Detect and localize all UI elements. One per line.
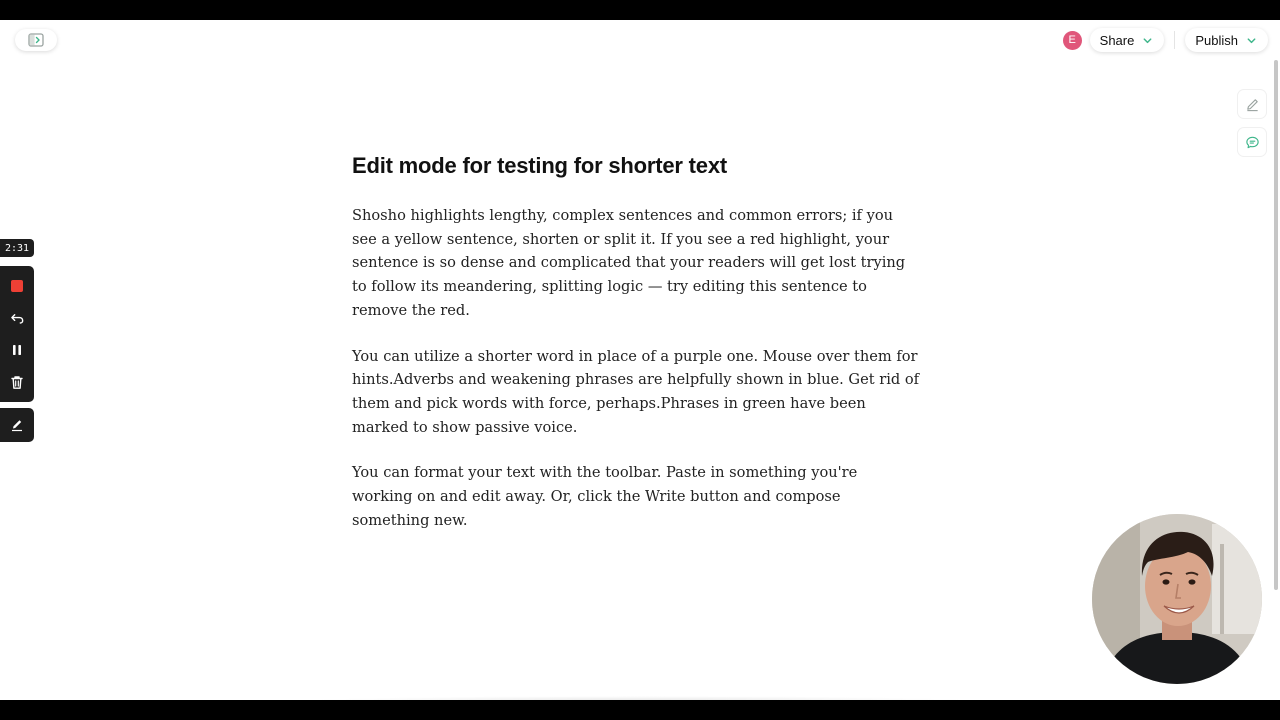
document-title[interactable]: Edit mode for testing for shorter text — [352, 153, 727, 178]
recorder-controls — [0, 266, 34, 402]
publish-label: Publish — [1195, 32, 1238, 48]
drawing-tool-button[interactable] — [0, 408, 34, 442]
pen-icon — [10, 418, 24, 432]
toolbar-shadow — [300, 696, 980, 700]
paragraph[interactable]: You can utilize a shorter word in place of a purple one. Mouse over them for hints.Adverbs and weakening phrases are helpfully shown in blue. Get rid of them and pick words with force, perhaps.Phrases in green have been marked to show passive voice. — [352, 347, 920, 436]
paragraph[interactable]: Shosho highlights lengthy, complex sentences and common errors; if you see a yellow sentence, shorten or split it. If you see a red highlight, your sentence is so dense and complicated that your readers will get lost trying to follow its meandering, splitting logic — try editing this sentence to remove the red. — [352, 207, 906, 319]
stop-recording-button[interactable] — [5, 274, 29, 298]
editor-window — [0, 20, 1280, 700]
right-tool-rail — [1238, 90, 1266, 156]
vertical-scrollbar[interactable] — [1274, 60, 1278, 590]
sidebar-toggle-icon — [28, 33, 44, 47]
user-avatar[interactable]: E — [1063, 31, 1082, 50]
chevron-down-icon — [1142, 35, 1153, 46]
trash-icon — [10, 375, 24, 390]
comments-button[interactable] — [1238, 128, 1266, 156]
webcam-bubble[interactable] — [1092, 514, 1262, 684]
share-button[interactable] — [1090, 28, 1165, 52]
edit-pen-icon — [1245, 97, 1260, 112]
undo-icon — [10, 311, 25, 326]
comment-icon — [1245, 135, 1260, 150]
chevron-down-icon — [1246, 35, 1257, 46]
pause-icon — [10, 343, 24, 357]
paragraph[interactable]: You can format your text with the toolbar. Paste in something you're working on and edit away. Or, click the Write button and compose something new. — [352, 464, 858, 529]
recording-timer: 2:31 — [0, 239, 34, 257]
topbar-divider — [1174, 31, 1175, 49]
document-body[interactable] — [352, 152, 922, 554]
share-label: Share — [1099, 32, 1135, 48]
sidebar-toggle-button[interactable] — [15, 29, 57, 51]
edit-mode-button[interactable] — [1238, 90, 1266, 118]
topbar-actions — [1063, 28, 1268, 52]
stop-icon — [11, 280, 23, 292]
pause-recording-button[interactable] — [5, 338, 29, 362]
publish-button[interactable] — [1185, 28, 1268, 52]
webcam-video — [1092, 514, 1262, 684]
delete-recording-button[interactable] — [5, 370, 29, 394]
restart-recording-button[interactable] — [5, 306, 29, 330]
